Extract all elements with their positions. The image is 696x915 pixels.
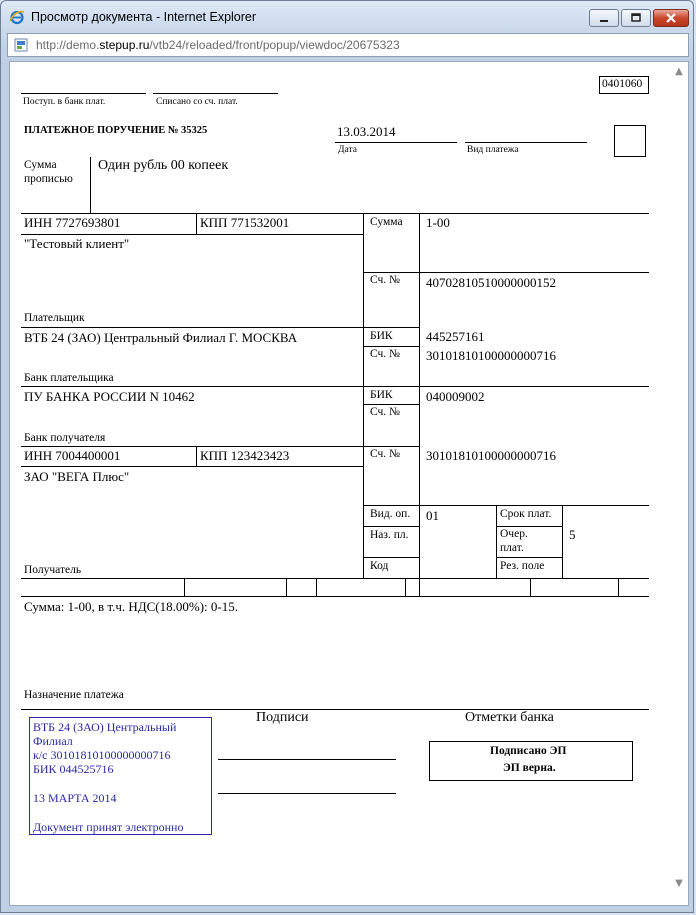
payee-account: 30101810100000000716 bbox=[426, 448, 556, 463]
stamp-line: БИК 044525716 bbox=[33, 762, 114, 776]
grid-vline bbox=[286, 578, 287, 596]
payment-order-document bbox=[10, 62, 670, 905]
title-bar[interactable] bbox=[1, 1, 695, 33]
grid-vline bbox=[419, 213, 420, 596]
amount-words-divider bbox=[90, 157, 91, 213]
payer-bank-bik-label: БИК bbox=[370, 330, 393, 342]
payment-type-box bbox=[614, 125, 646, 157]
grid-line bbox=[21, 596, 649, 597]
payee-bank: ПУ БАНКА РОССИИ N 10462 bbox=[24, 389, 195, 404]
payee-bank-bik: 040009002 bbox=[426, 389, 485, 404]
grid-vline bbox=[184, 578, 185, 596]
grid-line bbox=[496, 526, 562, 527]
date-label: Дата bbox=[338, 145, 357, 155]
signatures-label: Подписи bbox=[256, 710, 309, 725]
stamp-line: ВТБ 24 (ЗАО) Центральный bbox=[33, 720, 177, 734]
bank-marks-label: Отметки банка bbox=[465, 710, 554, 725]
payer-bank-label: Банк плательщика bbox=[24, 372, 114, 384]
reserve-label: Рез. поле bbox=[500, 560, 545, 572]
payee-bank-label: Банк получателя bbox=[24, 432, 106, 444]
payer-account: 40702810510000000152 bbox=[426, 275, 556, 290]
purpose-code-label: Наз. пл. bbox=[370, 529, 409, 541]
payer-bank-account: 30101810100000000716 bbox=[426, 348, 556, 363]
bank-stamp bbox=[29, 717, 212, 835]
amount-words-label-2: прописью bbox=[24, 173, 73, 185]
grid-vline bbox=[405, 578, 406, 596]
debited-label: Списано со сч. плат. bbox=[156, 97, 238, 107]
payee-account-label: Сч. № bbox=[370, 448, 401, 460]
op-type-value: 01 bbox=[426, 508, 439, 523]
form-code: 0401060 bbox=[602, 78, 643, 90]
payee-kpp: КПП 123423423 bbox=[200, 448, 290, 463]
close-icon bbox=[665, 12, 677, 24]
grid-line bbox=[21, 386, 649, 387]
grid-vline bbox=[196, 213, 197, 234]
page-icon bbox=[14, 38, 28, 52]
payer-bank: ВТБ 24 (ЗАО) Центральный Филиал Г. МОСКВА bbox=[24, 330, 298, 345]
url-text[interactable]: http://demo.stepup.ru/vtb24/reloaded/front/popup/viewdoc/20675323 bbox=[36, 38, 400, 52]
grid-line bbox=[21, 213, 649, 214]
minimize-button[interactable] bbox=[589, 9, 619, 27]
grid-vline bbox=[562, 505, 563, 578]
debited-line bbox=[153, 93, 278, 94]
payee-name: ЗАО "ВЕГА Плюс" bbox=[24, 469, 130, 484]
payer-inn: ИНН 7727693801 bbox=[24, 215, 121, 230]
grid-line bbox=[363, 404, 419, 405]
payment-type-label: Вид платежа bbox=[467, 145, 519, 155]
payer-account-label: Сч. № bbox=[370, 274, 401, 286]
payment-type-line bbox=[465, 142, 587, 143]
sum-value: 1-00 bbox=[426, 215, 450, 230]
amount-words: Один рубль 00 копеек bbox=[98, 158, 229, 173]
payer-name: "Тестовый клиент" bbox=[24, 236, 130, 251]
grid-line bbox=[21, 446, 419, 447]
minimize-icon bbox=[599, 13, 609, 23]
payer-label: Плательщик bbox=[24, 312, 85, 324]
document-viewport bbox=[9, 61, 689, 906]
grid-line bbox=[363, 505, 649, 506]
payee-label: Получатель bbox=[24, 564, 82, 576]
grid-line bbox=[21, 234, 363, 235]
grid-line bbox=[21, 327, 419, 328]
document-date: 13.03.2014 bbox=[337, 124, 396, 139]
purpose-text: Сумма: 1-00, в т.ч. НДС(18.00%): 0-15. bbox=[24, 599, 238, 614]
payer-bank-account-label: Сч. № bbox=[370, 348, 401, 360]
grid-vline bbox=[530, 578, 531, 596]
window-title: Просмотр документа - Internet Explorer bbox=[31, 10, 257, 24]
maximize-button[interactable] bbox=[621, 9, 651, 27]
grid-vline bbox=[496, 505, 497, 578]
payee-bank-account-label: Сч. № bbox=[370, 406, 401, 418]
stamp-line: 13 МАРТА 2014 bbox=[33, 791, 117, 805]
payer-kpp: КПП 771532001 bbox=[200, 215, 290, 230]
priority-label-2: плат. bbox=[500, 542, 524, 554]
grid-line bbox=[496, 557, 562, 558]
internet-explorer-icon bbox=[9, 9, 25, 25]
priority-label-1: Очер. bbox=[500, 528, 528, 540]
scroll-up-icon[interactable]: ▲ bbox=[675, 66, 683, 77]
close-button[interactable] bbox=[653, 9, 689, 27]
sum-label: Сумма bbox=[370, 216, 403, 228]
document-title: ПЛАТЕЖНОЕ ПОРУЧЕНИЕ № 35325 bbox=[24, 125, 208, 136]
date-line bbox=[335, 142, 457, 143]
stamp-line: Филиал bbox=[33, 734, 73, 748]
grid-line bbox=[21, 466, 363, 467]
grid-line bbox=[21, 709, 649, 710]
grid-line bbox=[363, 557, 419, 558]
stamp-line: Документ принят электронно bbox=[33, 820, 184, 834]
signature-line-1 bbox=[218, 759, 396, 760]
grid-vline bbox=[316, 578, 317, 596]
maximize-icon bbox=[631, 13, 641, 23]
signed-line-1: Подписано ЭП bbox=[490, 745, 567, 757]
code-label: Код bbox=[370, 560, 389, 572]
grid-line bbox=[363, 272, 649, 273]
amount-words-label-1: Сумма bbox=[24, 159, 57, 171]
due-label: Срок плат. bbox=[500, 508, 552, 520]
grid-line bbox=[363, 346, 419, 347]
stamp-line: к/с 30101810100000000716 bbox=[33, 748, 171, 762]
signed-line-2: ЭП верна. bbox=[503, 762, 556, 774]
payee-inn: ИНН 7004400001 bbox=[24, 448, 121, 463]
received-line bbox=[21, 93, 146, 94]
grid-vline bbox=[196, 446, 197, 466]
payee-bank-bik-label: БИК bbox=[370, 389, 393, 401]
purpose-label: Назначение платежа bbox=[24, 689, 124, 701]
grid-line bbox=[21, 578, 649, 579]
grid-line bbox=[363, 526, 419, 527]
op-type-label: Вид. оп. bbox=[370, 508, 411, 520]
scroll-down-icon[interactable]: ▼ bbox=[675, 878, 683, 889]
received-label: Поступ. в банк плат. bbox=[23, 97, 106, 107]
payer-bank-bik: 445257161 bbox=[426, 329, 485, 344]
address-bar[interactable] bbox=[7, 33, 689, 57]
priority-value: 5 bbox=[569, 527, 576, 542]
grid-vline bbox=[363, 213, 364, 578]
vertical-scrollbar[interactable] bbox=[670, 62, 688, 905]
grid-vline bbox=[618, 578, 619, 596]
signature-line-2 bbox=[218, 793, 396, 794]
